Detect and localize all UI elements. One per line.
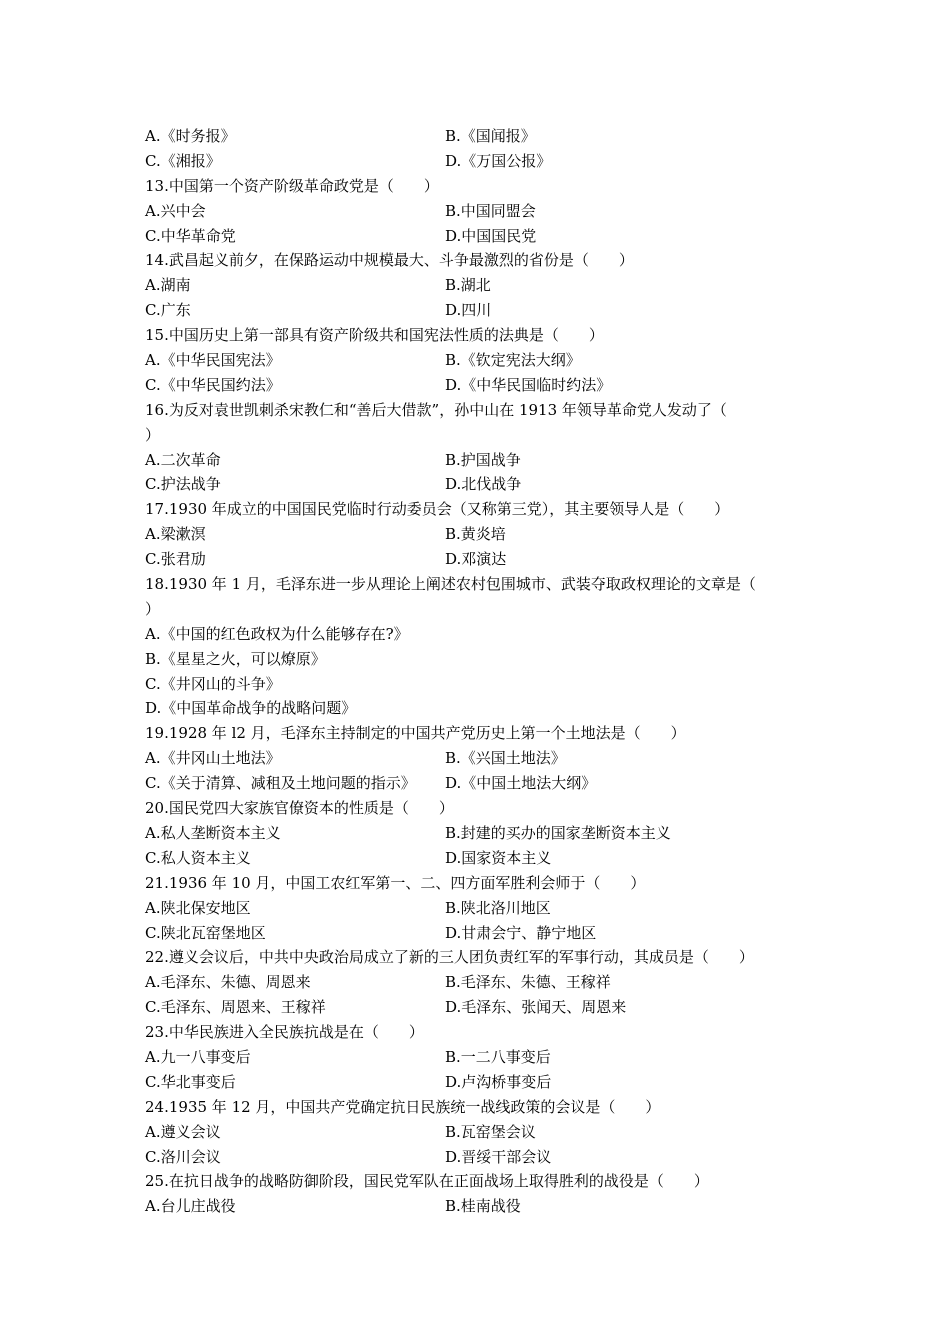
answer-option: B.湖北: [445, 276, 491, 295]
option-row: [145, 647, 810, 672]
answer-option: A.九一八事变后: [145, 1047, 251, 1066]
answer-option: D.邓演达: [445, 550, 507, 569]
option-row: [145, 1194, 810, 1219]
answer-option: B.中国同盟会: [445, 201, 536, 220]
question-text: 15.中国历史上第一部具有资产阶级共和国宪法性质的法典是（ ）: [145, 326, 604, 345]
question-text: 24.1935 年 12 月，中国共产党确定抗日民族统一战线政策的会议是（ ）: [145, 1097, 661, 1116]
option-row: [145, 995, 810, 1020]
option-row: [145, 746, 810, 771]
answer-option: C.《湘报》: [145, 151, 221, 170]
answer-option: A.毛泽东、朱德、周恩来: [145, 973, 311, 992]
answer-option: D.《万国公报》: [445, 151, 552, 170]
answer-option: D.《中国土地法大纲》: [445, 774, 597, 793]
option-row: [145, 1120, 810, 1145]
option-row: [145, 1045, 810, 1070]
option-row: [145, 771, 810, 796]
option-row: [145, 970, 810, 995]
answer-option: B.《兴国土地法》: [445, 749, 566, 768]
question-stem: [145, 871, 810, 896]
question-text: 19.1928 年 l2 月，毛泽东主持制定的中国共产党历史上第一个土地法是（ ）: [145, 724, 686, 743]
answer-option: A.遵义会议: [145, 1122, 221, 1141]
answer-option: D.《中华民国临时约法》: [445, 375, 612, 394]
question-stem: [145, 1020, 810, 1045]
question-stem: [145, 572, 810, 597]
answer-option: B.毛泽东、朱德、王稼祥: [445, 973, 611, 992]
option-row: [145, 672, 810, 697]
answer-option: D.晋绥干部会议: [445, 1147, 552, 1166]
question-stem: [145, 721, 810, 746]
question-text: 17.1930 年成立的中国国民党临时行动委员会（又称第三党），其主要领导人是（ ）: [145, 500, 730, 519]
question-stem: [145, 398, 810, 423]
answer-option: C.洛川会议: [145, 1147, 221, 1166]
answer-option: B.黄炎培: [445, 525, 506, 544]
option-row: [145, 224, 810, 249]
question-stem: [145, 248, 810, 273]
answer-option: C.张君劢: [145, 550, 206, 569]
question-stem: [145, 945, 810, 970]
question-text: 21.1936 年 10 月，中国工农红军第一、二、四方面军胜利会师于（ ）: [145, 873, 646, 892]
answer-option: C.华北事变后: [145, 1072, 236, 1091]
question-text: 14.武昌起义前夕，在保路运动中规模最大、斗争最激烈的省份是（ ）: [145, 251, 634, 270]
question-stem: [145, 323, 810, 348]
question-text: 23.中华民族进入全民族抗战是在（ ）: [145, 1023, 424, 1042]
answer-option: A.《中华民国宪法》: [145, 351, 281, 370]
answer-option: A.兴中会: [145, 201, 206, 220]
answer-option: B.护国战争: [445, 450, 521, 469]
answer-option: C.毛泽东、周恩来、王稼祥: [145, 998, 326, 1017]
option-row: [145, 696, 810, 721]
option-row: [145, 821, 810, 846]
question-stem: [145, 497, 810, 522]
answer-option: D.《中国革命战争的战略问题》: [145, 699, 357, 718]
answer-option: C.广东: [145, 301, 191, 320]
option-row: [145, 448, 810, 473]
option-row: [145, 199, 810, 224]
answer-option: D.国家资本主义: [445, 848, 552, 867]
answer-option: A.台儿庄战役: [145, 1197, 236, 1216]
answer-option: A.《时务报》: [145, 127, 236, 145]
option-row: [145, 124, 810, 149]
option-row: [145, 373, 810, 398]
answer-option: A.湖南: [145, 276, 191, 295]
question-text-continued: ）: [145, 599, 161, 618]
option-row: [145, 622, 810, 647]
answer-option: B.封建的买办的国家垄断资本主义: [445, 823, 671, 842]
answer-option: A.二次革命: [145, 450, 221, 469]
answer-option: D.中国国民党: [445, 226, 537, 245]
answer-option: B.陕北洛川地区: [445, 898, 551, 917]
answer-option: A.《中国的红色政权为什么能够存在?》: [145, 624, 409, 643]
answer-option: A.陕北保安地区: [145, 898, 251, 917]
question-text-continued: ）: [145, 425, 161, 444]
question-text: 18.1930 年 1 月，毛泽东进一步从理论上阐述农村包围城市、武装夺取政权理论的文章是（: [145, 575, 756, 594]
answer-option: B.一二八事变后: [445, 1047, 551, 1066]
answer-option: B.瓦窑堡会议: [445, 1122, 536, 1141]
option-row: [145, 298, 810, 323]
question-list: [145, 124, 810, 1219]
option-row: [145, 472, 810, 497]
option-row: [145, 1070, 810, 1095]
question-text: 25.在抗日战争的战略防御阶段，国民党军队在正面战场上取得胜利的战役是（ ）: [145, 1172, 709, 1191]
answer-option: C.《关于清算、减租及土地问题的指示》: [145, 774, 416, 793]
answer-option: B.桂南战役: [445, 1197, 521, 1216]
question-stem-continued: [145, 423, 810, 448]
option-row: [145, 896, 810, 921]
answer-option: D.北伐战争: [445, 475, 522, 494]
question-stem: [145, 1169, 810, 1194]
answer-option: D.卢沟桥事变后: [445, 1072, 552, 1091]
answer-option: C.《中华民国约法》: [145, 375, 281, 394]
answer-option: B.《国闻报》: [445, 127, 536, 145]
question-text: 13.中国第一个资产阶级革命政党是（ ）: [145, 176, 439, 195]
answer-option: B.《钦定宪法大纲》: [445, 351, 581, 370]
question-text: 22.遵义会议后，中共中央政治局成立了新的三人团负责红军的军事行动，其成员是（ ）: [145, 948, 754, 967]
answer-option: D.四川: [445, 301, 492, 320]
question-text: 20.国民党四大家族官僚资本的性质是（ ）: [145, 799, 454, 818]
option-row: [145, 522, 810, 547]
question-stem: [145, 1095, 810, 1120]
answer-option: B.《星星之火，可以燎原》: [145, 649, 326, 668]
question-stem-continued: [145, 597, 810, 622]
answer-option: D.毛泽东、张闻天、周恩来: [445, 998, 627, 1017]
option-row: [145, 1145, 810, 1170]
answer-option: A.私人垄断资本主义: [145, 823, 281, 842]
answer-option: C.私人资本主义: [145, 848, 251, 867]
option-row: [145, 547, 810, 572]
answer-option: C.中华革命党: [145, 226, 236, 245]
option-row: [145, 846, 810, 871]
option-row: [145, 348, 810, 373]
option-row: [145, 273, 810, 298]
answer-option: A.梁漱溟: [145, 525, 206, 544]
option-row: [145, 149, 810, 174]
answer-option: A.《井冈山土地法》: [145, 749, 281, 768]
option-row: [145, 921, 810, 946]
answer-option: C.护法战争: [145, 475, 221, 494]
answer-option: C.《井冈山的斗争》: [145, 674, 281, 693]
question-stem: [145, 796, 810, 821]
question-text: 16.为反对袁世凯刺杀宋教仁和“善后大借款”，孙中山在 1913 年领导革命党人发动了（: [145, 400, 727, 419]
answer-option: D.甘肃会宁、静宁地区: [445, 923, 597, 942]
question-stem: [145, 174, 810, 199]
answer-option: C.陕北瓦窑堡地区: [145, 923, 266, 942]
